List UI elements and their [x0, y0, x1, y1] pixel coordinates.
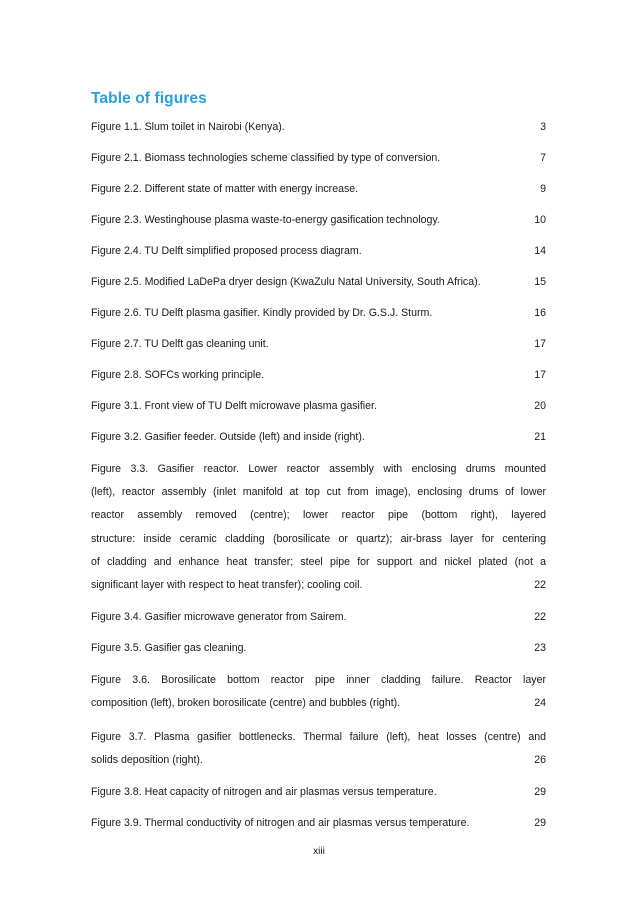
figure-caption: Figure 3.2. Gasifier feeder. Outside (left) and inside (right).: [91, 431, 365, 443]
figure-caption: Figure 2.4. TU Delft simplified proposed process diagram.: [91, 245, 362, 257]
figure-page-number: 9: [540, 183, 546, 195]
figure-entry[interactable]: [91, 303, 546, 324]
figure-page-number: 26: [534, 753, 546, 766]
figure-page-number: 21: [534, 431, 546, 443]
figure-page-number: 14: [534, 245, 546, 257]
figure-entry[interactable]: [91, 669, 546, 715]
figure-entry-line: of cladding and enhance heat transfer; steel pipe for support and nickel plated (not a: [91, 555, 546, 568]
figure-entry[interactable]: [91, 726, 546, 772]
figure-page-number: 3: [540, 121, 546, 133]
figure-page-number: 16: [534, 307, 546, 319]
figure-caption: Figure 2.8. SOFCs working principle.: [91, 369, 265, 381]
figure-caption: Figure 1.1. Slum toilet in Nairobi (Kenya).: [91, 121, 285, 133]
figure-entry[interactable]: [91, 427, 546, 448]
figure-entry-line: Figure 3.6. Borosilicate bottom reactor pipe inner cladding failure. Reactor layer: [91, 674, 546, 687]
figure-entry[interactable]: [91, 272, 546, 293]
figure-page-number: 29: [534, 786, 546, 799]
figure-page-number: 10: [534, 214, 546, 226]
figure-entry[interactable]: [91, 334, 546, 355]
figure-entry-line: significant layer with respect to heat transfer); cooling coil.: [91, 579, 363, 592]
figure-entry-line: Figure 3.3. Gasifier reactor. Lower reactor assembly with enclosing drums mounted: [91, 463, 546, 475]
section-title: Table of figures: [91, 90, 207, 107]
figure-entry-last-line: [91, 692, 546, 715]
figure-caption: Figure 3.9. Thermal conductivity of nitrogen and air plasmas versus temperature.: [91, 817, 470, 830]
figure-page-number: 23: [534, 642, 546, 655]
figure-caption: Figure 3.8. Heat capacity of nitrogen and air plasmas versus temperature.: [91, 786, 437, 799]
figure-caption: Figure 2.3. Westinghouse plasma waste-to-energy gasification technology.: [91, 214, 440, 226]
figure-page-number: 20: [534, 400, 546, 412]
figure-entry-line: solids deposition (right).: [91, 753, 203, 766]
figure-caption: Figure 2.2. Different state of matter with energy increase.: [91, 183, 359, 195]
figure-entry[interactable]: [91, 148, 546, 169]
figure-caption: Figure 2.6. TU Delft plasma gasifier. Kindly provided by Dr. G.S.J. Sturm.: [91, 307, 433, 319]
figure-entry[interactable]: [91, 365, 546, 386]
figure-caption: Figure 2.5. Modified LaDePa dryer design (KwaZulu Natal University, South Africa).: [91, 276, 481, 288]
figure-entry[interactable]: [91, 179, 546, 200]
figure-caption: Figure 3.1. Front view of TU Delft microwave plasma gasifier.: [91, 400, 377, 412]
figure-page-number: 17: [534, 369, 546, 381]
figure-entry[interactable]: [91, 117, 546, 138]
figure-entry-line: composition (left), broken borosilicate (centre) and bubbles (right).: [91, 697, 401, 710]
figure-entry-line: Figure 3.7. Plasma gasifier bottlenecks. Thermal failure (left), heat losses (centre) and: [91, 730, 546, 743]
figure-entry-last-line: [91, 749, 546, 772]
figure-caption: Figure 2.7. TU Delft gas cleaning unit.: [91, 338, 269, 350]
figure-entry[interactable]: [91, 607, 546, 628]
figure-page-number: 15: [534, 276, 546, 288]
figure-entry[interactable]: [91, 241, 546, 262]
figure-entry[interactable]: [91, 210, 546, 231]
figure-caption: Figure 3.4. Gasifier microwave generator from Sairem.: [91, 611, 347, 624]
figure-page-number: 24: [534, 697, 546, 710]
figure-page-number: 7: [540, 152, 546, 164]
figure-caption: Figure 2.1. Biomass technologies scheme classified by type of conversion.: [91, 152, 441, 164]
figure-page-number: 29: [534, 817, 546, 830]
figure-entry-last-line: [91, 574, 546, 597]
figure-entry[interactable]: [91, 782, 546, 803]
figure-entry[interactable]: [91, 638, 546, 659]
figure-entry[interactable]: [91, 458, 546, 597]
figure-caption: Figure 3.5. Gasifier gas cleaning.: [91, 642, 247, 655]
figure-entry[interactable]: [91, 396, 546, 417]
page-number: xiii: [313, 846, 325, 857]
figure-entry-line: structure: inside ceramic cladding (borosilicate or quartz); air-brass layer for centering: [91, 532, 546, 545]
figure-page-number: 22: [534, 611, 546, 624]
figure-entry-line: (left), reactor assembly (inlet manifold at top cut from image), enclosing drums of lower: [91, 486, 546, 499]
figure-page-number: 17: [534, 338, 546, 350]
figure-entry[interactable]: [91, 813, 546, 834]
figure-entry-line: reactor assembly removed (centre); lower reactor pipe (bottom right), layered: [91, 509, 546, 522]
figure-list: [91, 117, 546, 844]
figure-page-number: 22: [534, 579, 546, 592]
